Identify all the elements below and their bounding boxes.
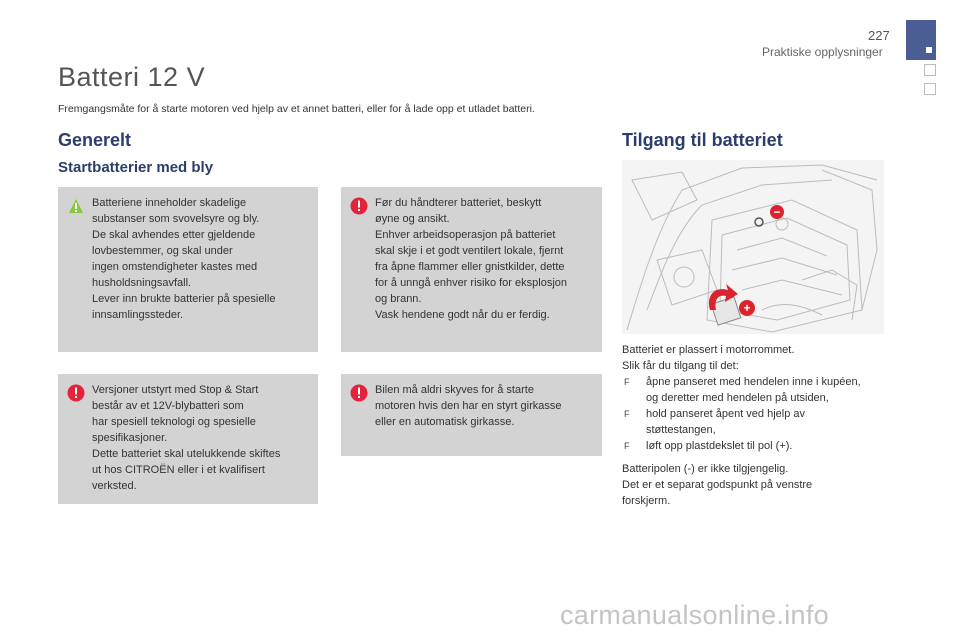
warning-box-stop-start — [58, 374, 318, 504]
list-item — [622, 406, 912, 438]
list-item — [622, 374, 912, 406]
watermark: carmanualsonline.info — [560, 600, 829, 630]
bullet-text: løft opp plastdekslet til pol (+). — [646, 440, 793, 452]
access-instructions — [622, 342, 912, 454]
warning-icon — [67, 384, 85, 402]
warning-icon — [350, 384, 368, 402]
tab-empty-1 — [924, 64, 936, 76]
bullet-mark: F — [624, 377, 630, 387]
page-subtitle: Fremgangsmåte for å starte motoren ved hjelp av et annet batteri, eller for å lade opp et utladet batteri. — [58, 103, 535, 115]
plus-terminal-label: + — [743, 301, 751, 315]
section-heading-generelt: Generelt — [58, 130, 132, 150]
bullet-mark: F — [624, 441, 630, 451]
warning-box-protection — [341, 187, 602, 352]
minus-terminal-label: − — [773, 205, 781, 219]
bullet-text: hold panseret åpent ved hjelp av støttestangen, — [646, 408, 806, 436]
warning-icon — [350, 197, 368, 215]
bullet-mark: F — [624, 409, 630, 419]
page-title: Batteri 12 V — [58, 62, 206, 92]
info-box-recycle — [58, 187, 318, 352]
section-heading-tilgang: Tilgang til batteriet — [622, 130, 783, 150]
subsection-heading: Startbatterier med bly — [58, 159, 214, 176]
tab-marker — [926, 47, 932, 53]
page-number: 227 — [868, 28, 890, 43]
recycle-info-icon — [67, 197, 85, 215]
box-text: Versjoner utstyrt med Stop & Start består av et 12V-blybatteri som har spesiell teknologi og spesielle spesifikasjoner. Dette batteriet skal utelukkende skiftes ut hos CITROËN eller i et kvalifisert verksted. — [92, 384, 281, 492]
engine-bay-battery-illustration — [622, 160, 884, 334]
list-item — [622, 438, 912, 454]
bullet-text: åpne panseret med hendelen inne i kupéen, og deretter med hendelen på utsiden, — [646, 376, 861, 404]
box-text: Før du håndterer batteriet, beskytt øyne og ansikt. Enhver arbeidsoperasjon på batteriet skal skje i et godt ventilert lokale, fjernt fra åpne flammer eller gnistkilder, dette for å unngå enhver risiko for eksplosjon og brann. Vask hendene godt når du er ferdig. — [375, 197, 567, 321]
warning-box-push-start — [341, 374, 602, 456]
section-label: Praktiske opplysninger — [762, 45, 883, 59]
ground-note — [622, 461, 912, 509]
intro-line-2: Slik får du tilgang til det: — [622, 360, 739, 372]
box-text: Bilen må aldri skyves for å starte motoren hvis den har en styrt girkasse eller en automatisk girkasse. — [375, 384, 562, 428]
box-text: Batteriene inneholder skadelige substanser som svovelsyre og bly. De skal avhendes etter gjeldende lovbestemmer, og skal under ingen omstendigheter kastes med husholdsningsavfall. Lever inn brukte batterier på spesielle innsamlingssteder. — [92, 197, 276, 321]
engine-bay-drawing — [622, 160, 884, 334]
note-line-1: Batteripolen (-) er ikke tilgjengelig. — [622, 463, 789, 475]
tab-empty-2 — [924, 83, 936, 95]
section-tab — [906, 20, 936, 60]
note-line-2: Det er et separat godspunkt på venstre forskjerm. — [622, 479, 813, 507]
intro-line-1: Batteriet er plassert i motorrommet. — [622, 344, 795, 356]
